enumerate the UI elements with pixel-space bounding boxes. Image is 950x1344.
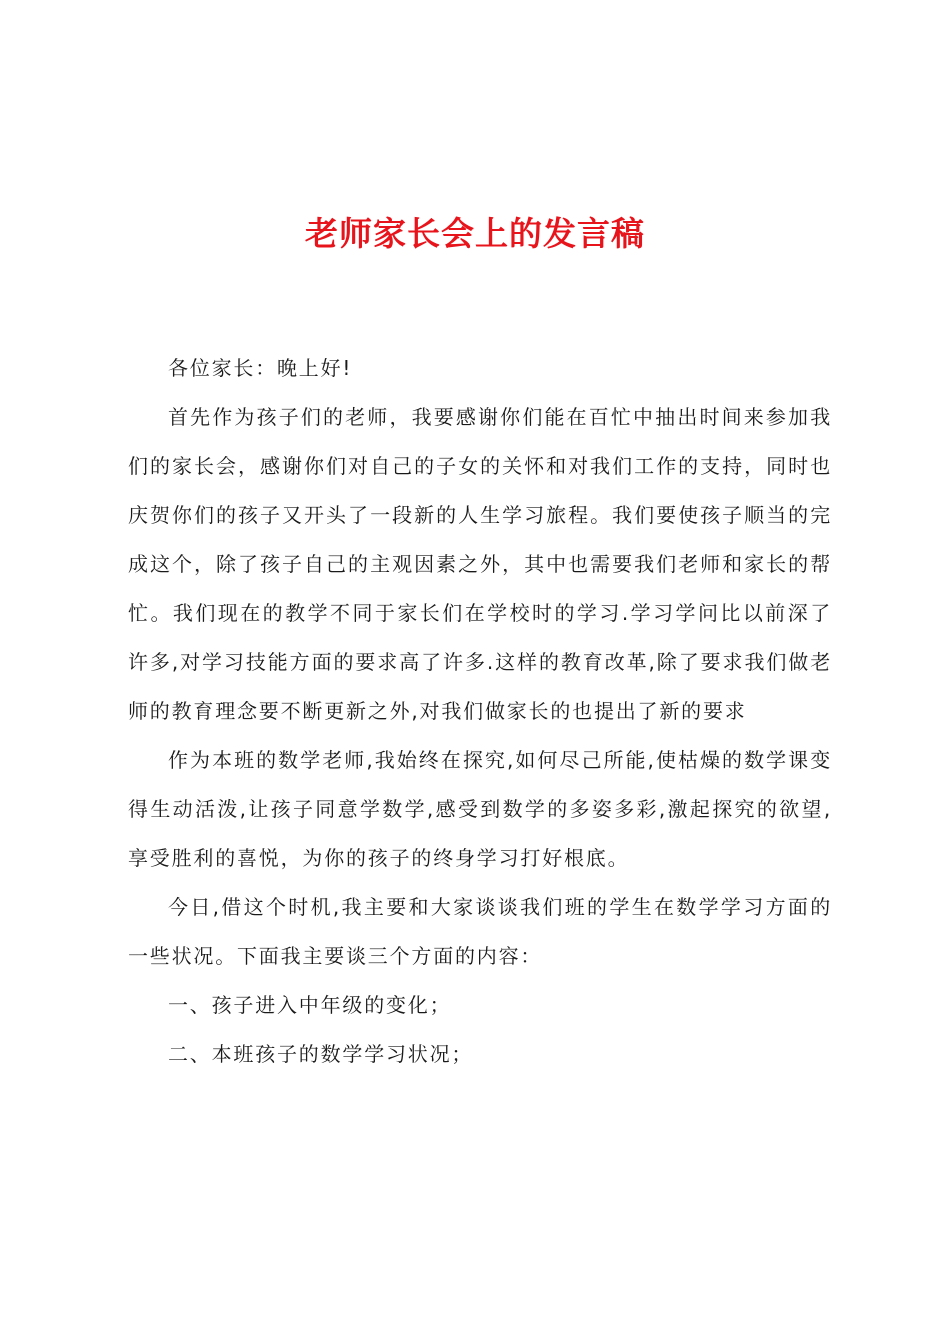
- document-body: [128, 344, 832, 1079]
- list-item-two: 二、本班孩子的数学学习状况；: [168, 1042, 474, 1066]
- list-item-one: 一、孩子进入中年级的变化；: [168, 993, 452, 1017]
- document-title: 老师家长会上的发言稿: [305, 214, 645, 253]
- paragraph-greeting: 各位家长：晚上好!: [168, 356, 353, 380]
- paragraph-opening: 首先作为孩子们的老师，我要感谢你们能在百忙中抽出时间来参加我们的家长会，感谢你们对自己的子女的关怀和对我们工作的支持，同时也庆贺你们的孩子又开头了一段新的人生学习旅程。我们要使孩子顺当的完成这个，除了孩子自己的主观因素之外，其中也需要我们老师和家长的帮忙。我们现在的教学不同于家长们在学校时的学习.学习学问比以前深了许多,对学习技能方面的要求高了许多.这样的教育改革,除了要求我们做老师的教育理念要不断更新之外,对我们做家长的也提出了新的要求: [128, 405, 832, 723]
- paragraph-today: 今日,借这个时机,我主要和大家谈谈我们班的学生在数学学习方面的一些状况。下面我主要谈三个方面的内容：: [128, 895, 832, 968]
- paragraph-math-teacher: 作为本班的数学老师,我始终在探究,如何尽己所能,使枯燥的数学课变得生动活泼,让孩子同意学数学,感受到数学的多姿多彩,激起探究的欲望,享受胜利的喜悦，为你的孩子的终身学习打好根底。: [128, 748, 832, 870]
